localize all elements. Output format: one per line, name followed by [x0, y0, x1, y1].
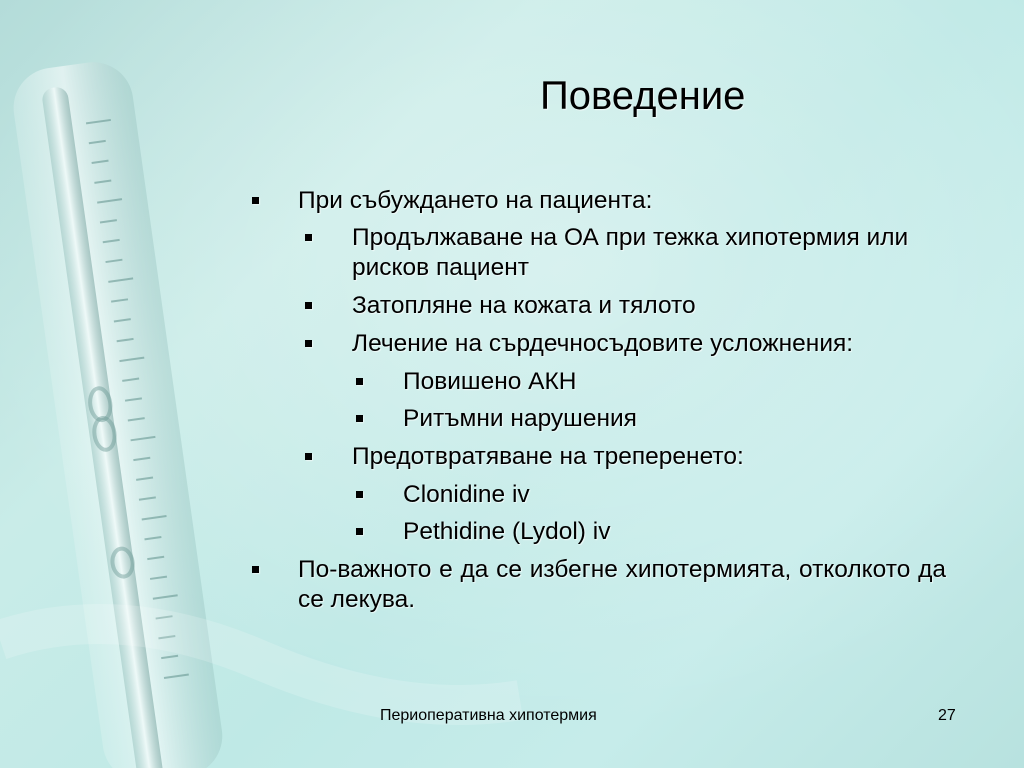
slide-footer: Периоперативна хипотермия — [380, 707, 597, 724]
page-number: 27 — [938, 707, 956, 724]
bullet-item: Pethidine (Lydol) iv — [403, 518, 611, 545]
bullet-item: Продължаване на ОА при тежка хипотермия или рисков пациент — [352, 224, 909, 281]
bullet-marker — [305, 302, 312, 309]
bullet-item: Затопляне на кожата и тялото — [352, 292, 696, 319]
bullet-marker — [356, 491, 363, 498]
bullet-marker — [356, 378, 363, 385]
bullet-marker — [305, 453, 312, 460]
bullet-marker — [305, 340, 312, 347]
bullet-marker — [356, 415, 363, 422]
bullet-marker — [305, 234, 312, 241]
bullet-item: При събуждането на пациента: — [298, 187, 653, 214]
bullet-marker — [252, 566, 259, 573]
bullet-marker — [356, 528, 363, 535]
slide-title: Поведение — [540, 74, 746, 118]
bullet-item: Повишено АКН — [403, 368, 577, 395]
bullet-item: По-важното е да се избегне хипотермията, отколкото да се лекува. — [298, 556, 946, 613]
bullet-item: Ритъмни нарушения — [403, 405, 637, 432]
bullet-item: Clonidine iv — [403, 481, 530, 508]
bullet-marker — [252, 197, 259, 204]
bullet-item: Предотвратяване на треперенето: — [352, 443, 744, 470]
bullet-item: Лечение на сърдечносъдовите усложнения: — [352, 330, 854, 357]
